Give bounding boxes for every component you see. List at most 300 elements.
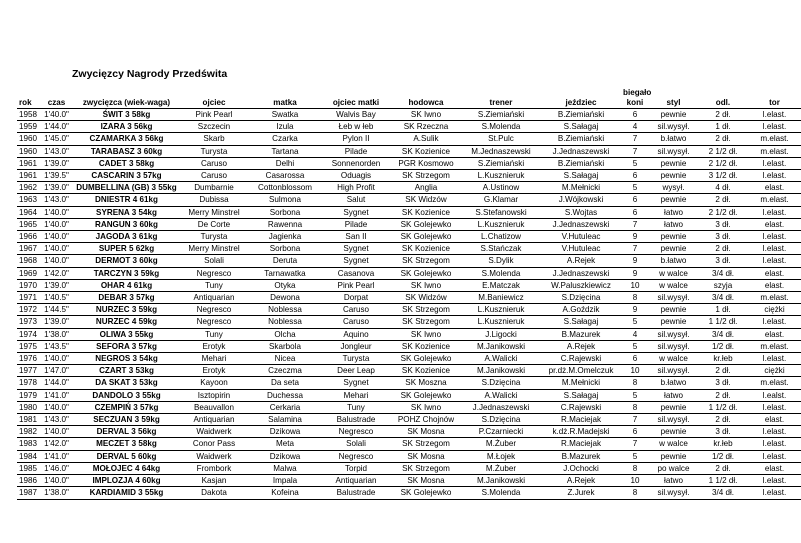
- cell-dam: Delhi: [249, 157, 321, 169]
- cell-dam-sire: Negresco: [321, 450, 391, 462]
- cell-runners: 6: [621, 170, 649, 182]
- cell-distance: 3 dł.: [698, 377, 748, 389]
- cell-jockey: V.Hutuleac: [541, 243, 621, 255]
- cell-jockey: C.Rajewski: [541, 353, 621, 365]
- cell-track: elast.: [748, 279, 801, 291]
- cell-style: pewnie: [649, 170, 698, 182]
- cell-sire: Skarb: [179, 133, 249, 145]
- cell-track: l.elast.: [748, 438, 801, 450]
- cell-breeder: SK Iwno: [391, 109, 461, 121]
- cell-dam-sire: Sonnenorden: [321, 157, 391, 169]
- cell-dam: Sulmona: [249, 194, 321, 206]
- table-header-row: [17, 88, 801, 109]
- cell-dam: Skarbola: [249, 340, 321, 352]
- cell-time: 1'38.0": [39, 487, 74, 499]
- cell-style: pewnie: [649, 450, 698, 462]
- cell-trainer: A.Ustinow: [461, 182, 541, 194]
- cell-dam-sire: Oduagis: [321, 170, 391, 182]
- cell-track: l.elast.: [748, 316, 801, 328]
- cell-dam: Izula: [249, 121, 321, 133]
- cell-time: 1'40.0": [39, 243, 74, 255]
- table-row: [17, 328, 801, 340]
- cell-style: pewnie: [649, 426, 698, 438]
- cell-breeder: SK Golejewko: [391, 353, 461, 365]
- cell-runners: 5: [621, 389, 649, 401]
- cell-sire: Merry Minstrel: [179, 206, 249, 218]
- cell-track: elast.: [748, 182, 801, 194]
- table-row: [17, 206, 801, 218]
- cell-sire: Szczecin: [179, 121, 249, 133]
- cell-track: m.elast.: [748, 377, 801, 389]
- cell-runners: 6: [621, 109, 649, 121]
- cell-winner: NEGROS 3 54kg: [74, 353, 179, 365]
- cell-dam-sire: Mehari: [321, 389, 391, 401]
- cell-track: elast.: [748, 462, 801, 474]
- cell-sire: Tuny: [179, 328, 249, 340]
- cell-breeder: SK Mosna: [391, 426, 461, 438]
- cell-dam: Dewona: [249, 292, 321, 304]
- cell-jockey: S.Sałagaj: [541, 121, 621, 133]
- cell-sire: Solali: [179, 255, 249, 267]
- cell-year: 1985: [19, 463, 38, 473]
- cell-style: sil.wysył.: [649, 487, 698, 499]
- cell-year: 1967: [19, 244, 38, 254]
- cell-year: 1968: [19, 256, 38, 266]
- cell-track: elast.: [748, 414, 801, 426]
- cell-sire: Turysta: [179, 145, 249, 157]
- table-row: [17, 365, 801, 377]
- cell-jockey: B.Mazurek: [541, 450, 621, 462]
- cell-trainer: S.Ziemiański: [461, 109, 541, 121]
- table-row: [17, 182, 801, 194]
- cell-year: 1980: [19, 402, 38, 412]
- table-row: [17, 414, 801, 426]
- cell-jockey: Z.Jurek: [541, 487, 621, 499]
- cell-year: 1984: [19, 451, 38, 461]
- cell-breeder: SK Iwno: [391, 328, 461, 340]
- cell-sire: Erotyk: [179, 365, 249, 377]
- cell-time: 1'39.0": [39, 279, 74, 291]
- cell-distance: 3/4 dł.: [698, 487, 748, 499]
- cell-time: 1'40.0": [39, 109, 74, 121]
- cell-sire: Waidwerk: [179, 450, 249, 462]
- cell-jockey: R.Maciejak: [541, 438, 621, 450]
- cell-time: 1'41.0": [39, 389, 74, 401]
- cell-sire: Caruso: [179, 157, 249, 169]
- cell-time: 1'40.0": [39, 353, 74, 365]
- header-breeder: hodowca: [391, 88, 461, 109]
- cell-trainer: S.Ziemiański: [461, 157, 541, 169]
- cell-year: 1959: [19, 122, 38, 132]
- cell-style: sil.wysył.: [649, 340, 698, 352]
- cell-jockey: J.Jednaszewski: [541, 145, 621, 157]
- cell-runners: 8: [621, 401, 649, 413]
- table-row: [17, 170, 801, 182]
- cell-dam: Tarnawatka: [249, 267, 321, 279]
- cell-time: 1'42.0": [39, 438, 74, 450]
- cell-style: pewnie: [649, 157, 698, 169]
- cell-jockey: S.Dzięcina: [541, 292, 621, 304]
- cell-jockey: V.Hutuleac: [541, 231, 621, 243]
- cell-year: 1966: [19, 232, 38, 242]
- cell-dam-sire: Pilade: [321, 145, 391, 157]
- table-row: [17, 353, 801, 365]
- cell-trainer: J.Jednaszewski: [461, 401, 541, 413]
- cell-time: 1'43.0": [39, 194, 74, 206]
- cell-runners: 6: [621, 353, 649, 365]
- cell-track: m.elast.: [748, 145, 801, 157]
- header-style: styl: [649, 88, 698, 109]
- cell-distance: 2 dł.: [698, 243, 748, 255]
- cell-jockey: M.Mełnicki: [541, 377, 621, 389]
- cell-track: l.elast.: [748, 121, 801, 133]
- cell-trainer: S.Dzięcina: [461, 377, 541, 389]
- cell-jockey: J.Ochocki: [541, 462, 621, 474]
- cell-dam-sire: Caruso: [321, 304, 391, 316]
- cell-dam: Impala: [249, 475, 321, 487]
- cell-sire: Frombork: [179, 462, 249, 474]
- cell-dam-sire: Balustrade: [321, 414, 391, 426]
- cell-dam: Meta: [249, 438, 321, 450]
- cell-style: pewnie: [649, 109, 698, 121]
- cell-trainer: L.Kusznieruk: [461, 218, 541, 230]
- cell-trainer: St.Pulc: [461, 133, 541, 145]
- cell-track: l.elast.: [748, 170, 801, 182]
- cell-year: 1965: [19, 219, 38, 229]
- cell-breeder: SK Strzegom: [391, 304, 461, 316]
- cell-trainer: J.Ligocki: [461, 328, 541, 340]
- cell-breeder: POHZ Chojnów: [391, 414, 461, 426]
- cell-dam-sire: Sygnet: [321, 377, 391, 389]
- cell-track: l.elast.: [748, 255, 801, 267]
- cell-winner: TARCZYN 3 59kg: [74, 267, 179, 279]
- cell-distance: 2 1/2 dł.: [698, 206, 748, 218]
- cell-winner: DEBAR 3 57kg: [74, 292, 179, 304]
- header-dam-sire: ojciec matki: [321, 88, 391, 109]
- cell-dam: Duchessa: [249, 389, 321, 401]
- cell-runners: 7: [621, 218, 649, 230]
- cell-trainer: L.Kusznieruk: [461, 170, 541, 182]
- header-time: czas: [39, 88, 74, 109]
- cell-jockey: B.Mazurek: [541, 328, 621, 340]
- table-row: [17, 194, 801, 206]
- cell-year: 1981: [19, 415, 38, 425]
- cell-trainer: S.Stefanowski: [461, 206, 541, 218]
- cell-year: 1977: [19, 366, 38, 376]
- cell-year: 1978: [19, 378, 38, 388]
- cell-sire: Beauvallon: [179, 401, 249, 413]
- cell-track: l.elast.: [748, 206, 801, 218]
- cell-breeder: SK Widzów: [391, 194, 461, 206]
- cell-dam-sire: Antiquarian: [321, 475, 391, 487]
- cell-jockey: J.Jednaszewski: [541, 218, 621, 230]
- cell-dam: Tartana: [249, 145, 321, 157]
- cell-runners: 4: [621, 121, 649, 133]
- cell-breeder: SK Golejewko: [391, 218, 461, 230]
- cell-distance: 2 dł.: [698, 414, 748, 426]
- cell-time: 1'44.0": [39, 377, 74, 389]
- cell-year: 1970: [19, 280, 38, 290]
- cell-distance: 3 dł.: [698, 426, 748, 438]
- cell-dam-sire: Sygnet: [321, 243, 391, 255]
- cell-jockey: A.Rejek: [541, 340, 621, 352]
- cell-trainer: M.Żuber: [461, 462, 541, 474]
- cell-distance: kr.łeb: [698, 353, 748, 365]
- cell-winner: CADET 3 58kg: [74, 157, 179, 169]
- cell-time: 1'40.0": [39, 255, 74, 267]
- cell-runners: 9: [621, 231, 649, 243]
- cell-winner: SUPER 5 62kg: [74, 243, 179, 255]
- cell-dam-sire: Łeb w łeb: [321, 121, 391, 133]
- cell-style: w walce: [649, 267, 698, 279]
- cell-winner: CZART 3 53kg: [74, 365, 179, 377]
- cell-runners: 9: [621, 267, 649, 279]
- cell-jockey: S.Wojtas: [541, 206, 621, 218]
- cell-breeder: SK Golejewko: [391, 487, 461, 499]
- cell-distance: 2 dł.: [698, 389, 748, 401]
- cell-track: elast.: [748, 267, 801, 279]
- cell-runners: 5: [621, 316, 649, 328]
- cell-trainer: M.Łojek: [461, 450, 541, 462]
- cell-time: 1'43.0": [39, 145, 74, 157]
- cell-dam-sire: Pink Pearl: [321, 279, 391, 291]
- cell-dam-sire: Sygnet: [321, 255, 391, 267]
- cell-time: 1'40.0": [39, 401, 74, 413]
- cell-year: 1976: [19, 354, 38, 364]
- header-dam: matka: [249, 88, 321, 109]
- cell-breeder: Anglia: [391, 182, 461, 194]
- cell-winner: MECZET 3 58kg: [74, 438, 179, 450]
- cell-style: łatwo: [649, 206, 698, 218]
- cell-year: 1973: [19, 317, 38, 327]
- cell-dam-sire: Negresco: [321, 426, 391, 438]
- cell-style: sil.wysył.: [649, 414, 698, 426]
- cell-dam: Kofeina: [249, 487, 321, 499]
- cell-dam-sire: San II: [321, 231, 391, 243]
- cell-breeder: SK Golejewko: [391, 267, 461, 279]
- cell-breeder: A.Sulik: [391, 133, 461, 145]
- cell-dam-sire: Walvis Bay: [321, 109, 391, 121]
- cell-sire: Negresco: [179, 267, 249, 279]
- cell-dam: Dzikowa: [249, 426, 321, 438]
- header-jockey: jeździec: [541, 88, 621, 109]
- cell-style: pewnie: [649, 231, 698, 243]
- cell-trainer: M.Janikowski: [461, 340, 541, 352]
- cell-jockey: A.Rejek: [541, 475, 621, 487]
- cell-sire: Antiquarian: [179, 414, 249, 426]
- cell-dam: Noblessa: [249, 304, 321, 316]
- cell-time: 1'46.0": [39, 462, 74, 474]
- cell-year: 1983: [19, 439, 38, 449]
- cell-time: 1'40.0": [39, 475, 74, 487]
- cell-runners: 6: [621, 194, 649, 206]
- cell-dam: Salamina: [249, 414, 321, 426]
- cell-winner: SEFORA 3 57kg: [74, 340, 179, 352]
- cell-runners: 4: [621, 328, 649, 340]
- cell-winner: ŚWIT 3 58kg: [74, 109, 179, 121]
- cell-winner: IZARA 3 56kg: [74, 121, 179, 133]
- cell-breeder: SK Golejewko: [391, 389, 461, 401]
- table-row: [17, 255, 801, 267]
- cell-track: l.elast.: [748, 426, 801, 438]
- cell-style: pewnie: [649, 316, 698, 328]
- cell-track: m.elast.: [748, 194, 801, 206]
- cell-year: 1982: [19, 427, 38, 437]
- cell-dam: Noblessa: [249, 316, 321, 328]
- cell-dam-sire: Tuny: [321, 401, 391, 413]
- cell-runners: 7: [621, 133, 649, 145]
- cell-winner: OHAR 4 61kg: [74, 279, 179, 291]
- cell-winner: OLIWA 3 55kg: [74, 328, 179, 340]
- cell-runners: 8: [621, 377, 649, 389]
- cell-runners: 7: [621, 438, 649, 450]
- cell-trainer: M.Baniewicz: [461, 292, 541, 304]
- cell-breeder: SK Strzegom: [391, 255, 461, 267]
- cell-winner: CZEMPIŃ 3 57kg: [74, 401, 179, 413]
- cell-track: l.elast.: [748, 475, 801, 487]
- cell-time: 1'42.0": [39, 267, 74, 279]
- table-row: [17, 316, 801, 328]
- cell-winner: SYRENA 3 54kg: [74, 206, 179, 218]
- cell-dam-sire: Dorpat: [321, 292, 391, 304]
- cell-distance: 3 dł.: [698, 218, 748, 230]
- cell-runners: 6: [621, 206, 649, 218]
- cell-year: 1961: [19, 158, 38, 168]
- table-row: [17, 487, 801, 499]
- cell-winner: DERVAL 3 56kg: [74, 426, 179, 438]
- table-row: [17, 218, 801, 230]
- cell-sire: Erotyk: [179, 340, 249, 352]
- cell-track: l.elast.: [748, 109, 801, 121]
- cell-breeder: SK Golejewko: [391, 231, 461, 243]
- cell-winner: DA SKAT 3 53kg: [74, 377, 179, 389]
- table-row: [17, 401, 801, 413]
- cell-winner: IMPLOZJA 4 60kg: [74, 475, 179, 487]
- cell-sire: Waidwerk: [179, 426, 249, 438]
- cell-style: łatwo: [649, 218, 698, 230]
- cell-distance: 2 1/2 dł.: [698, 157, 748, 169]
- header-runners: biegało koni: [623, 88, 652, 107]
- table-row: [17, 279, 801, 291]
- table-row: [17, 121, 801, 133]
- table-row: [17, 438, 801, 450]
- cell-time: 1'40.5": [39, 292, 74, 304]
- cell-time: 1'44.5": [39, 304, 74, 316]
- cell-style: sil.wysył.: [649, 292, 698, 304]
- cell-winner: SECZUAN 3 59kg: [74, 414, 179, 426]
- cell-style: łatwo: [649, 389, 698, 401]
- cell-sire: Merry Minstrel: [179, 243, 249, 255]
- cell-trainer: M.Janikowski: [461, 365, 541, 377]
- cell-year: 1972: [19, 305, 38, 315]
- table-row: [17, 389, 801, 401]
- cell-trainer: A.Walicki: [461, 353, 541, 365]
- cell-distance: 1 dł.: [698, 121, 748, 133]
- cell-time: 1'45.0": [39, 133, 74, 145]
- table-row: [17, 292, 801, 304]
- cell-trainer: M.Jednaszewski: [461, 145, 541, 157]
- cell-dam: Czeczma: [249, 365, 321, 377]
- cell-sire: Mehari: [179, 353, 249, 365]
- cell-jockey: S.Sałagaj: [541, 316, 621, 328]
- cell-dam: Casarossa: [249, 170, 321, 182]
- cell-jockey: B.Ziemiański: [541, 157, 621, 169]
- cell-time: 1'38.0": [39, 328, 74, 340]
- cell-distance: 3 dł.: [698, 255, 748, 267]
- cell-distance: 1 1/2 dł.: [698, 316, 748, 328]
- cell-style: pewnie: [649, 401, 698, 413]
- cell-dam-sire: Torpid: [321, 462, 391, 474]
- cell-trainer: S.Molenda: [461, 121, 541, 133]
- cell-distance: 3 1/2 dł.: [698, 170, 748, 182]
- cell-distance: 2 1/2 dł.: [698, 145, 748, 157]
- cell-breeder: SK Kozienice: [391, 206, 461, 218]
- cell-winner: DERMOT 3 60kg: [74, 255, 179, 267]
- cell-jockey: S.Sałagaj: [541, 170, 621, 182]
- cell-distance: 1/2 dł.: [698, 450, 748, 462]
- cell-jockey: A.Goździk: [541, 304, 621, 316]
- cell-trainer: M.Żuber: [461, 438, 541, 450]
- cell-runners: 10: [621, 365, 649, 377]
- cell-dam-sire: Turysta: [321, 353, 391, 365]
- cell-dam: Otyka: [249, 279, 321, 291]
- cell-dam-sire: Aquino: [321, 328, 391, 340]
- cell-sire: Kasjan: [179, 475, 249, 487]
- cell-trainer: E.Matczak: [461, 279, 541, 291]
- cell-track: m.elast.: [748, 292, 801, 304]
- cell-track: m.elast.: [748, 133, 801, 145]
- cell-dam: Malwa: [249, 462, 321, 474]
- cell-year: 1975: [19, 341, 38, 351]
- cell-distance: 1 1/2 dł.: [698, 475, 748, 487]
- cell-jockey: M.Mełnicki: [541, 182, 621, 194]
- cell-runners: 5: [621, 157, 649, 169]
- cell-jockey: k.dż.R.Madejski: [541, 426, 621, 438]
- table-row: [17, 377, 801, 389]
- cell-year: 1960: [19, 134, 38, 144]
- cell-dam-sire: Pilade: [321, 218, 391, 230]
- cell-time: 1'43.0": [39, 414, 74, 426]
- cell-year: 1962: [19, 183, 38, 193]
- cell-trainer: S.Molenda: [461, 487, 541, 499]
- cell-runners: 7: [621, 243, 649, 255]
- table-row: [17, 462, 801, 474]
- cell-sire: Tuny: [179, 279, 249, 291]
- cell-trainer: S.Dzięcina: [461, 414, 541, 426]
- cell-distance: 3 dł.: [698, 231, 748, 243]
- cell-dam: Sorbona: [249, 206, 321, 218]
- cell-trainer: L.Chatizow: [461, 231, 541, 243]
- cell-track: ciężki: [748, 304, 801, 316]
- cell-trainer: A.Walicki: [461, 389, 541, 401]
- cell-winner: JAGODA 3 61kg: [74, 231, 179, 243]
- cell-sire: Negresco: [179, 316, 249, 328]
- cell-year: 1971: [19, 293, 38, 303]
- cell-track: l.elast.: [748, 401, 801, 413]
- cell-jockey: B.Ziemiański: [541, 109, 621, 121]
- table-row: [17, 133, 801, 145]
- cell-trainer: S.Dylik: [461, 255, 541, 267]
- cell-style: pewnie: [649, 194, 698, 206]
- cell-dam: Czarka: [249, 133, 321, 145]
- cell-style: pewnie: [649, 304, 698, 316]
- cell-style: sil.wysył.: [649, 328, 698, 340]
- cell-winner: NURZEC 3 59kg: [74, 304, 179, 316]
- cell-breeder: SK Widzów: [391, 292, 461, 304]
- cell-sire: Conor Pass: [179, 438, 249, 450]
- cell-sire: Dumbarnie: [179, 182, 249, 194]
- cell-winner: KARDIAMID 3 55kg: [74, 487, 179, 499]
